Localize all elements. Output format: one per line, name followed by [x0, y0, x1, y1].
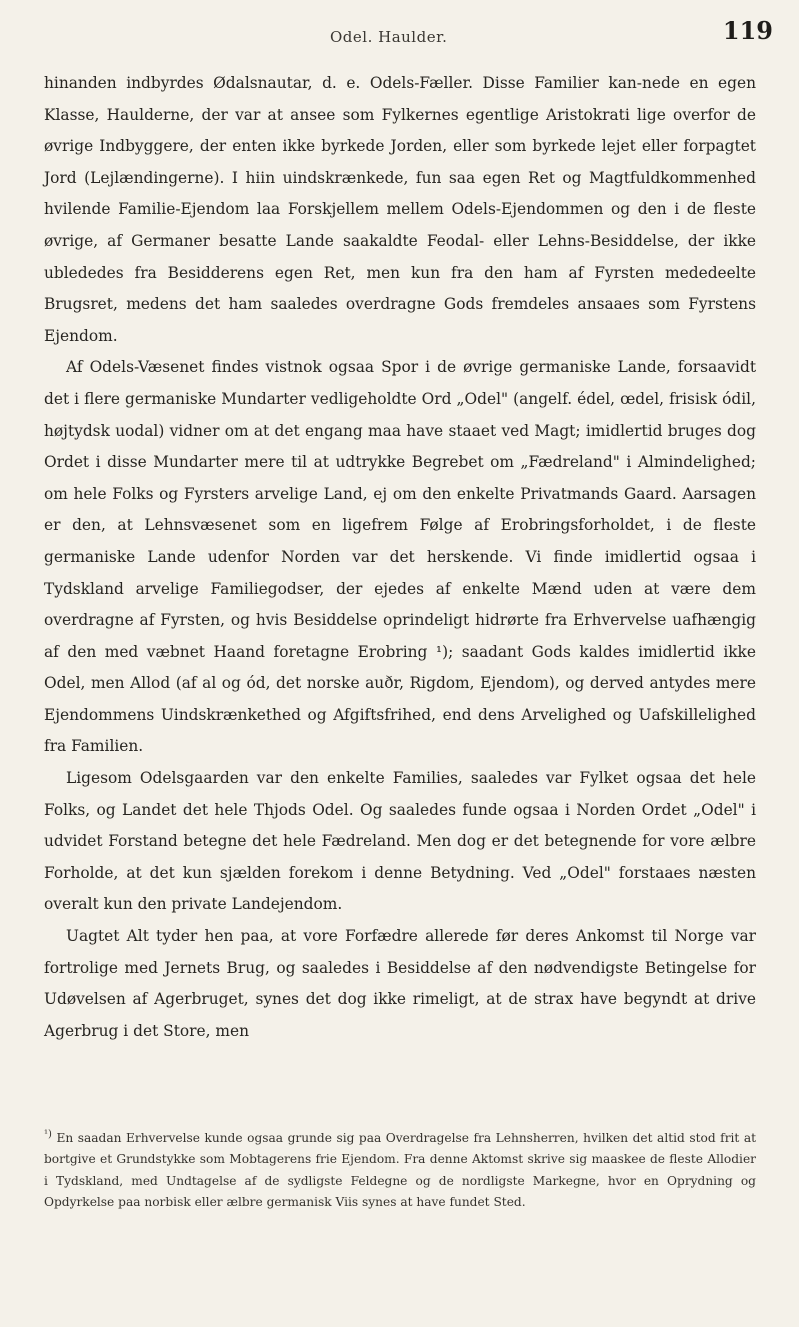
paragraph: Ligesom Odelsgaarden var den enkelte Families, saaledes var Fylket ogsaa det hele Folks, og Landet det hele Thjods Odel. Og saaledes funde ogsaa i Norden Ordet „Odel" i udvidet Forstand betegne det hele Fædreland. Men dog er det betegnende for vore ælbre Forholde, at det kun sjælden forekom i denne Betydning. Ved „Odel" forstaaes næsten overalt kun den private Landejendom. — [44, 769, 756, 914]
page-header — [0, 14, 799, 58]
footnote-marker: ¹) — [44, 1128, 52, 1140]
page-number: 119 — [722, 16, 773, 45]
footnote — [44, 1128, 756, 1214]
main-text — [44, 68, 756, 1047]
footnotes — [44, 1128, 756, 1214]
running-title: Odel. Haulder. — [330, 28, 448, 46]
footnote-text: En saadan Erhvervelse kunde ogsaa grunde sig paa Overdragelse fra Lehnsherren, hvilken det altid stod frit at bortgive et Grundstykke som Mobtagerens frie Ejendom. Fra denne Aktomst skrive sig maaskee de fleste Allodier i Tydskland, med Undtagelse af de sydligste Feldegne og de nordligste Markegne, hvor en Oprydning og Opdyrkelse paa norbisk eller ælbre germanisk Viis synes at have fundet Sted. — [44, 1131, 757, 1210]
paragraph: hinanden indbyrdes Ødalsnautar, d. e. Odels-Fæller. Disse Familier kan-nede en egen Klasse, Haulderne, der var at ansee som Fylkernes egentlige Aristokrati lige overfor de øvrige Indbyggere, der enten ikke byrkede Jorden, eller som byrkede lejet eller forpagtet Jord (Lejlændingerne). I hiin uindskrænkede, fun saa egen Ret og Magtfuldkommenhed hvilende Familie-Ejendom laa Forskjellem mellem Odels-Ejendommen og den i de fleste øvrige, af Germaner besatte Lande saakaldte Feodal- eller Lehns-Besiddelse, der ikke ublededes fra Besidderens egen Ret, men kun fra den ham af Fyrsten mededeelte Brugsret, medens det ham saaledes overdragne Gods fremdeles ansaaes som Fyrstens Ejendom. — [44, 74, 756, 345]
paragraph: Uagtet Alt tyder hen paa, at vore Forfædre allerede før deres Ankomst til Norge var fortrolige med Jernets Brug, og saaledes i Besiddelse af den nødvendigste Betingelse for Udøvelsen af Agerbruget, synes det dog ikke rimeligt, at de strax have begyndt at drive Agerbrug i det Store, men — [44, 927, 756, 1040]
paragraph: Af Odels-Væsenet findes vistnok ogsaa Spor i de øvrige germaniske Lande, forsaavidt det i flere germaniske Mundarter vedligeholdte Ord „Odel" (angelf. édel, œdel, frisisk ódil, højtydsk uodal) vidner om at det engang maa have staaet ved Magt; imidlertid bruges dog Ordet i disse Mundarter mere til at udtrykke Begrebet om „Fædreland" i Almindelighed; om hele Folks og Fyrsters arvelige Land, ej om den enkelte Privatmands Gaard. Aarsagen er den, at Lehnsvæsenet som en ligefrem Følge af Erobringsforholdet, i de fleste germaniske Lande udenfor Norden var det herskende. Vi finde imidlertid ogsaa i Tydskland arvelige Familiegodser, der ejedes af enkelte Mænd uden at være dem overdragne af Fyrsten, og hvis Besiddelse oprindeligt hidrørte fra Erhvervelse uafhængig af den med væbnet Haand foretagne Erobring ¹); saadant Gods kaldes imidlertid ikke Odel, men Allod (af al og ód, det norske auðr, Rigdom, Ejendom), og derved antydes mere Ejendommens Uindskrænkethed og Afgiftsfrihed, end dens Arvelighed og Uafskillelighed fra Familien. — [44, 358, 756, 756]
